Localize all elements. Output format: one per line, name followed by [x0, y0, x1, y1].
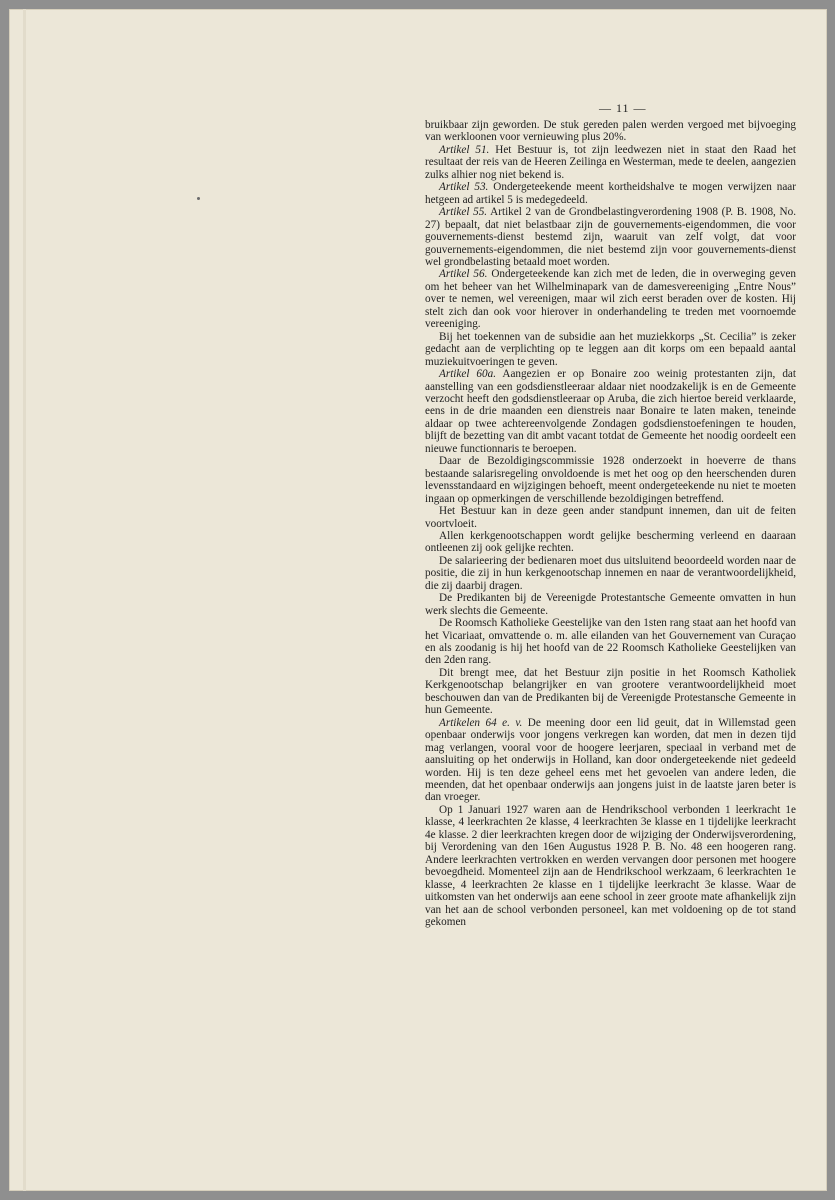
document-page — [9, 9, 827, 1191]
paragraph — [425, 717, 796, 804]
paragraph — [425, 804, 796, 929]
paragraph-text: Aangezien er op Bonaire zoo weinig protestanten zijn, dat aanstelling van een godsdienstleeraar aldaar niet noodzakelijk is en de Gemeente verzocht heeft den godsdienstleeraar op Aruba, die zich hiertoe bereid verklaarde, eens in de drie maanden een dienstreis naar Bonaire te laten maken, teneinde aldaar op twee achtereenvolgende Zondagen godsdienstoefeningen te houden, blijft de bezetting van dit ambt vacant totdat de Gemeente het noodig oordeelt een nieuwe functionnaris te beroepen. — [425, 368, 796, 455]
paper-speck — [197, 197, 200, 200]
text-column — [425, 119, 796, 928]
paragraph — [425, 268, 796, 330]
paragraph-text: Bij het toekennen van de subsidie aan het muziekkorps „St. Cecilia” is zeker gedacht aan de verplichting op te leggen aan dit korps om een bepaald aantal muziekuitvoeringen te geven. — [425, 330, 796, 368]
paragraph-text: De salarieering der bedienaren moet dus uitsluitend beoordeeld worden naar de positie, die zij in hun kerkgenootschap innemen en naar de verantwoordelijkheid, die zij daarbij dragen. — [425, 554, 796, 592]
paragraph — [425, 667, 796, 717]
paragraph — [425, 555, 796, 592]
paragraph — [425, 455, 796, 505]
article-heading: Artikelen 64 e. v. — [439, 716, 523, 729]
paragraph — [425, 331, 796, 368]
paragraph-text: Artikel 2 van de Grondbelastingverordening 1908 (P. B. 1908, No. 27) bepaalt, dat niet belastbaar zijn de gouvernements-eigendommen, die voor gouvernements-dienst bestemd zijn, waaruit van zelf volgt, dat voor gouvernements-eigendommen, die niet bestemd zijn voor gouvernements-dienst wel grondbelasting betaald moet worden. — [425, 206, 796, 268]
paragraph-text: De Roomsch Katholieke Geestelijke van den 1sten rang staat aan het hoofd van het Vicariaat, omvattende o. m. alle eilanden van het Gouvernement van Curaçao en als zoodanig is hij het hoofd van de 22 Roomsch Katholieke Geestelijken van den 2den rang. — [425, 617, 796, 667]
article-heading: Artikel 55. — [439, 206, 488, 219]
paragraph-text: Het Bestuur is, tot zijn leedwezen niet in staat den Raad het resultaat der reis van de Heeren Zeilinga en Westerman, mede te deelen, aangezien zulks alhier nog niet bekend is. — [425, 143, 796, 181]
paragraph-text: Daar de Bezoldigingscommissie 1928 onderzoekt in hoeverre de thans bestaande salarisregeling onvoldoende is met het oog op den heerschenden duren levensstandaard en wijzigingen behoeft, meent ondergeteekende nu niet te moeten ingaan op opmerkingen de verschillende bezoldigingen betreffend. — [425, 455, 796, 505]
paragraph-text: Op 1 Januari 1927 waren aan de Hendrikschool verbonden 1 leerkracht 1e klasse, 4 leerkrachten 2e klasse, 4 leerkrachten 3e klasse en 1 tijdelijke leerkracht 4e klasse. 2 dier leerkrachten kregen door de wijziging der Onderwijsverordening, bij Verordening van den 16en Augustus 1928 P. B. No. 48 een hoogeren rang. Andere leerkrachten vertrokken en werden vervangen door personen met hoogere bevoegdheid. Momenteel zijn aan de Hendrikschool werkzaam, 6 leerkrachten 1e klasse, 4 leerkrachten 2e klasse en 1 tijdelijke leerkracht 3e klasse. Waar de uitkomsten van het onderwijs aan eene school in zeer groote mate afhankelijk zijn van het aan de school verbonden personeel, kan met voldoening op de tot stand gekomen — [425, 803, 796, 928]
paragraph-text: Het Bestuur kan in deze geen ander standpunt innemen, dan uit de feiten voortvloeit. — [425, 505, 796, 530]
paragraph — [425, 530, 796, 555]
paragraph — [425, 505, 796, 530]
paragraph-text: Ondergeteekende meent kortheidshalve te mogen verwijzen naar hetgeen ad artikel 5 is medegedeeld. — [425, 181, 796, 206]
paragraph-text: De Predikanten bij de Vereenigde Protestantsche Gemeente omvatten in hun werk slechts die Gemeente. — [425, 592, 796, 617]
paragraph — [425, 119, 796, 144]
paragraph — [425, 206, 796, 268]
paragraph-text: Ondergeteekende kan zich met de leden, die in overweging geven om het beheer van het Wilhelminapark van de damesvereeniging „Entre Nous” over te nemen, wel vereenigen, maar wil zich eerst beraden over de kosten. Hij stelt zich dan ook voor hierover in onderhandeling te treden met voornoemde vereeniging. — [425, 268, 796, 331]
article-heading: Artikel 53. — [439, 181, 489, 194]
paragraph-text: De meening door een lid geuit, dat in Willemstad geen openbaar onderwijs voor jongens verkregen kan worden, dat men in dezen tijd mag verlangen, vooral voor de hoogere leerjaren, speciaal in verband met de aansluiting op het onderwijs in Holland, kan door ondergeteekende niet gedeeld worden. Hij is ten deze geheel eens met het gevoelen van andere leden, die meenden, dat het openbaar onderwijs aan jongens juist in de laatste jaren beter is dan vroeger. — [425, 716, 796, 804]
paragraph — [425, 368, 796, 455]
paragraph — [425, 181, 796, 206]
paragraph-text: bruikbaar zijn geworden. De stuk gereden palen werden vergoed met bijvoeging van werkloonen voor vernieuwing plus 20%. — [425, 119, 796, 144]
paragraph — [425, 144, 796, 181]
paragraph — [425, 592, 796, 617]
article-heading: Artikel 51. — [439, 143, 490, 156]
paragraph-text: Dit brengt mee, dat het Bestuur zijn positie in het Roomsch Katholiek Kerkgenootschap belangrijker en van grootere verantwoordelijkheid moet beschouwen dan van de Predikanten bij de Vereenigde Protestansche Gemeente in hun Gemeente. — [425, 666, 796, 717]
binding-edge — [23, 9, 26, 1191]
paragraph — [425, 617, 796, 667]
paragraph-text: Allen kerkgenootschappen wordt gelijke bescherming verleend en daaraan ontleenen zij ook gelijke rechten. — [425, 529, 796, 555]
article-heading: Artikel 60a. — [439, 368, 497, 381]
article-heading: Artikel 56. — [439, 268, 488, 281]
page-number: — 11 — — [599, 101, 647, 115]
